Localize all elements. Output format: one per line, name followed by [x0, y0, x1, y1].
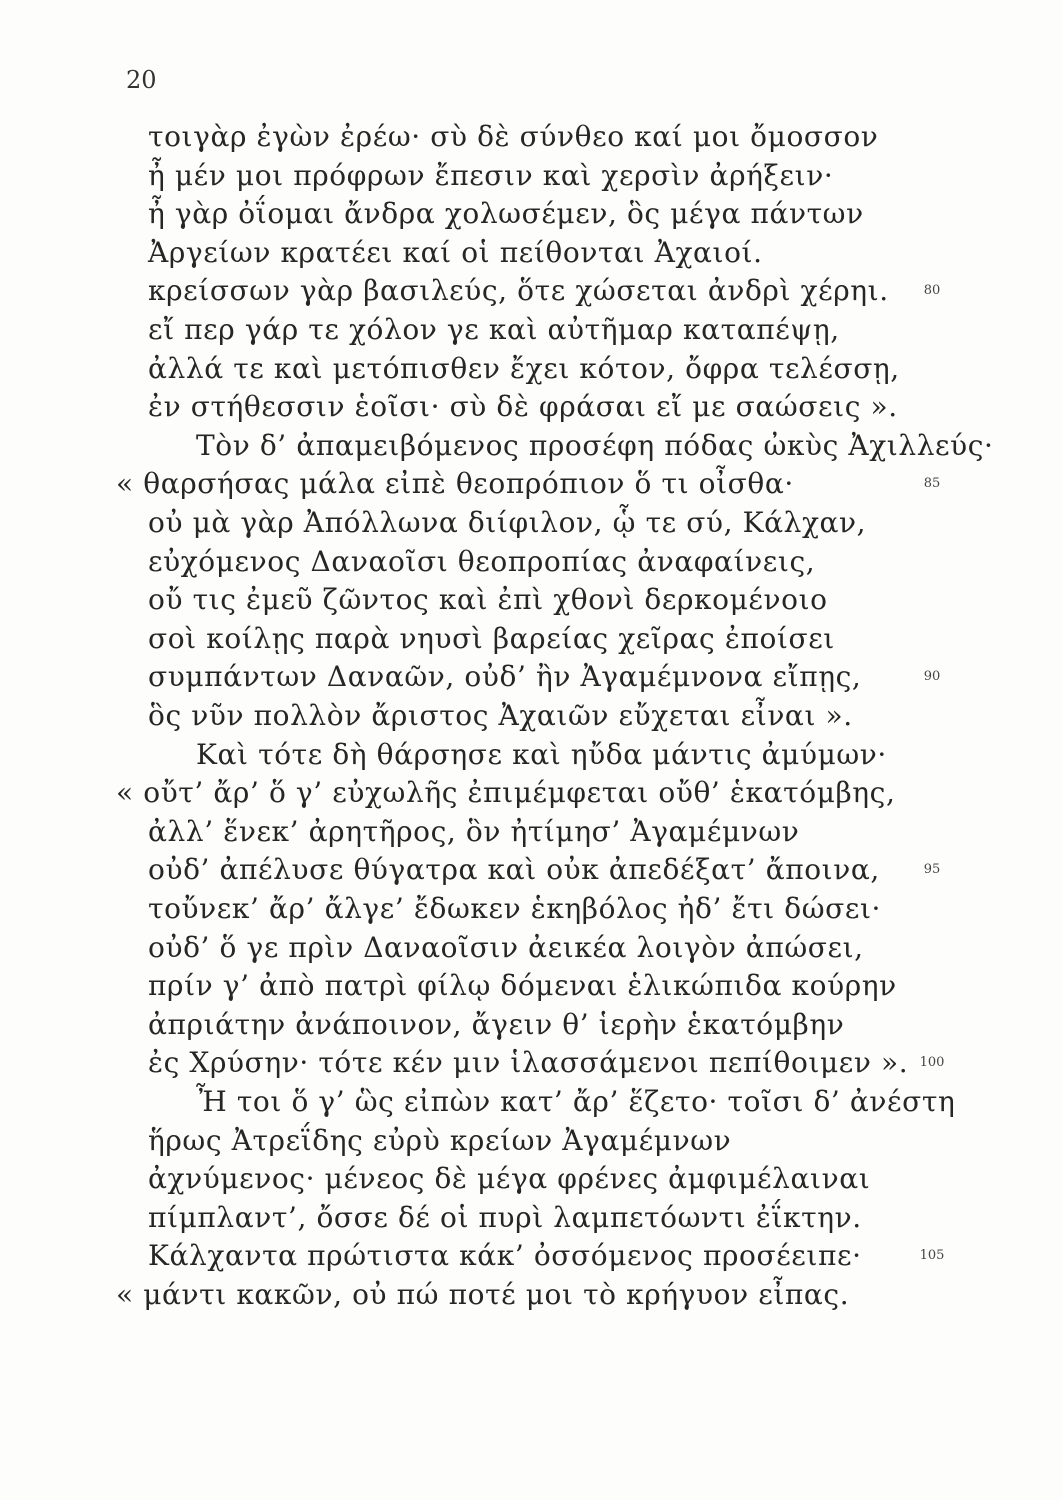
verse-line: [0, 234, 1062, 272]
verse-text: ὃς νῦν πολλὸν ἄριστος Ἀχαιῶν εὔχεται εἶναι ».: [148, 699, 853, 732]
verse-line: [0, 388, 1062, 426]
verse-line: [0, 620, 1062, 658]
verse-text: οὐ μὰ γὰρ Ἀπόλλωνα διίφιλον, ᾧ τε σύ, Κάλχαν,: [148, 506, 867, 539]
verse-line: [0, 1199, 1062, 1237]
verse-line: [0, 427, 1062, 465]
line-number: 90: [923, 669, 941, 685]
verse-text: ἥρως Ἀτρεΐδης εὐρὺ κρείων Ἀγαμέμνων: [148, 1123, 732, 1157]
verse-text: Ἀργείων κρατέει καί οἱ πείθονται Ἀχαιοί.: [148, 235, 763, 269]
verse-text: Τὸν δ’ ἀπαμειβόμενος προσέφη πόδας ὠκὺς Ἀχιλλεύς·: [196, 428, 994, 462]
page-number: 20: [126, 66, 157, 94]
verse-line: [0, 465, 1062, 503]
verse-text: « οὔτ’ ἄρ’ ὅ γ’ εὐχωλῆς ἐπιμέμφεται οὔθ’ ἑκατόμβης,: [116, 776, 896, 810]
verse-text: εἴ περ γάρ τε χόλον γε καὶ αὐτῆμαρ καταπέψῃ,: [148, 313, 840, 346]
verse-line: [0, 1006, 1062, 1044]
verse-text: σοὶ κοίλῃς παρὰ νηυσὶ βαρείας χεῖρας ἐποίσει: [148, 621, 835, 655]
verse-text: « μάντι κακῶν, οὐ πώ ποτέ μοι τὸ κρήγυον εἶπας.: [116, 1278, 850, 1311]
verse-text: οὔ τις ἐμεῦ ζῶντος καὶ ἐπὶ χθονὶ δερκομένοιο: [148, 583, 828, 617]
verse-line: [0, 736, 1062, 774]
verse-line: [0, 118, 1062, 156]
verse-text: ἀλλά τε καὶ μετόπισθεν ἔχει κότον, ὄφρα τελέσσῃ,: [148, 351, 900, 385]
verse-line: [0, 311, 1062, 349]
verse-line: [0, 350, 1062, 388]
verse-text: κρείσσων γὰρ βασιλεύς, ὅτε χώσεται ἀνδρὶ χέρηι.: [148, 274, 889, 308]
verse-line: [0, 1044, 1062, 1082]
verse-line: [0, 929, 1062, 967]
verse-text: τοὔνεκ’ ἄρ’ ἄλγε’ ἔδωκεν ἑκηβόλος ἠδ’ ἔτι δώσει·: [148, 892, 882, 925]
line-number: 105: [919, 1248, 945, 1264]
verse-text: εὐχόμενος Δαναοῖσι θεοπροπίας ἀναφαίνεις,: [148, 544, 816, 578]
verse-line: [0, 967, 1062, 1005]
verse-line: [0, 195, 1062, 233]
verse-text: πρίν γ’ ἀπὸ πατρὶ φίλῳ δόμεναι ἑλικώπιδα κούρην: [148, 969, 897, 1003]
line-number: 100: [919, 1055, 945, 1071]
verse-line: [0, 697, 1062, 735]
verse-line: [0, 504, 1062, 542]
verse-line: [0, 1083, 1062, 1121]
verse-text: πίμπλαντ’, ὄσσε δέ οἱ πυρὶ λαμπετόωντι ἐΐκτην.: [148, 1200, 862, 1234]
verse-text: Ἦ τοι ὅ γ’ ὣς εἰπὼν κατ’ ἄρ’ ἕζετο· τοῖσι δ’ ἀνέστη: [196, 1085, 956, 1118]
line-number: 80: [923, 283, 941, 299]
verse-text: ἀλλ’ ἕνεκ’ ἀρητῆρος, ὃν ἠτίμησ’ Ἀγαμέμνων: [148, 814, 800, 848]
verse-text: ἦ μέν μοι πρόφρων ἔπεσιν καὶ χερσὶν ἀρήξειν·: [148, 158, 834, 192]
verse-line: [0, 1122, 1062, 1160]
verse-line: [0, 890, 1062, 928]
verse-line: [0, 658, 1062, 696]
verse-line: [0, 1160, 1062, 1198]
verse-text: τοιγὰρ ἐγὼν ἐρέω· σὺ δὲ σύνθεο καί μοι ὄμοσσον: [148, 120, 879, 153]
verse-text: οὐδ’ ὅ γε πρὶν Δαναοῖσιν ἀεικέα λοιγὸν ἀπώσει,: [148, 930, 864, 964]
verse-text: Καὶ τότε δὴ θάρσησε καὶ ηὔδα μάντις ἀμύμων·: [196, 737, 887, 771]
verse-line: [0, 543, 1062, 581]
verse-line: [0, 157, 1062, 195]
verse-text: ἐς Χρύσην· τότε κέν μιν ἱλασσάμενοι πεπίθοιμεν ».: [148, 1046, 909, 1080]
verse-line: [0, 272, 1062, 310]
verse-line: [0, 813, 1062, 851]
verse-text: ἀπριάτην ἀνάποινον, ἄγειν θ’ ἱερὴν ἑκατόμβην: [148, 1007, 845, 1041]
verse-text: Κάλχαντα πρώτιστα κάκ’ ὀσσόμενος προσέειπε·: [148, 1239, 862, 1273]
verse-text: « θαρσήσας μάλα εἰπὲ θεοπρόπιον ὅ τι οἶσθα·: [116, 467, 794, 501]
verse-line: [0, 1276, 1062, 1314]
line-number: 95: [923, 862, 941, 878]
verse-line: [0, 581, 1062, 619]
verse-text: ἀχνύμενος· μένεος δὲ μέγα φρένες ἀμφιμέλαιναι: [148, 1162, 871, 1196]
verse-text: ἐν στήθεσσιν ἑοῖσι· σὺ δὲ φράσαι εἴ με σαώσεις ».: [148, 390, 898, 424]
verse-line: [0, 1237, 1062, 1275]
line-number: 85: [923, 476, 941, 492]
verse-line: [0, 774, 1062, 812]
verse-line: [0, 851, 1062, 889]
verse-text: ἦ γὰρ ὀΐομαι ἄνδρα χολωσέμεν, ὃς μέγα πάντων: [148, 197, 864, 231]
verse-text: συμπάντων Δαναῶν, οὐδ’ ἢν Ἀγαμέμνονα εἴπῃς,: [148, 660, 862, 694]
verse-text: οὐδ’ ἀπέλυσε θύγατρα καὶ οὐκ ἀπεδέξατ’ ἄποινα,: [148, 853, 880, 887]
